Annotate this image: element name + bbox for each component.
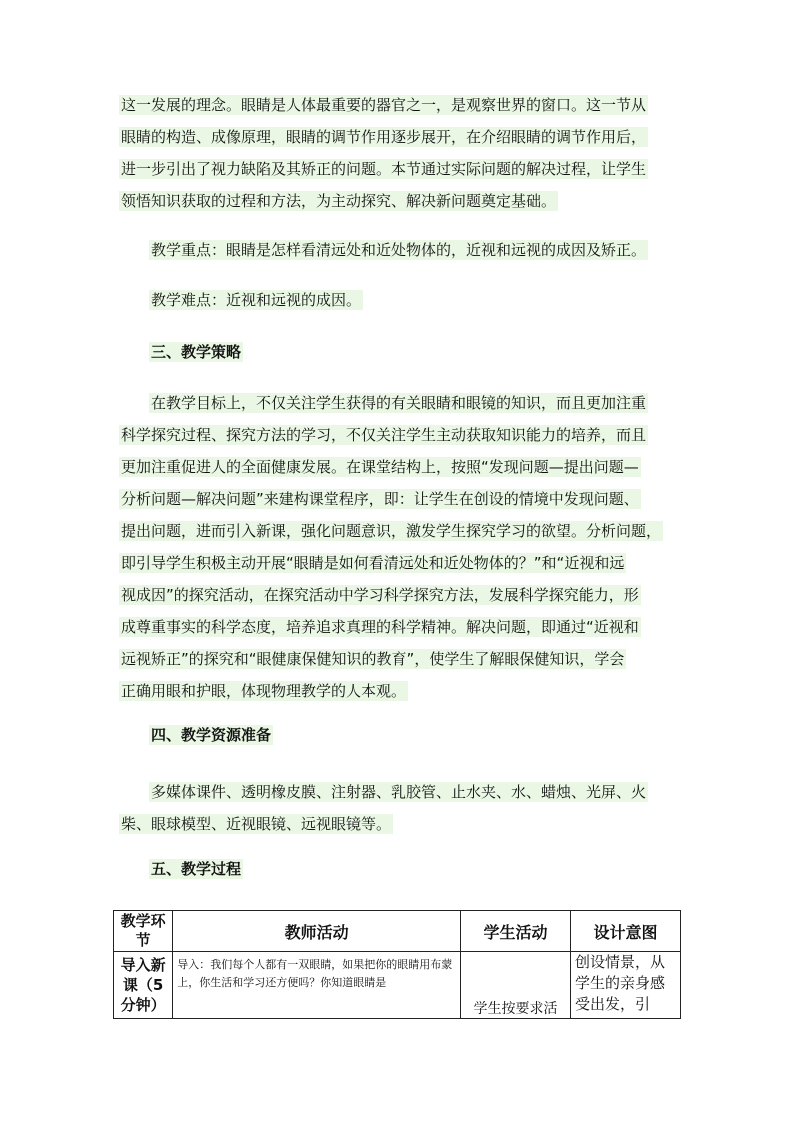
intro-paragraph [119,93,679,221]
resources-paragraph [119,780,679,844]
paragraph-line: 正确用眼和护眼，体现物理教学的人本观。 [121,682,407,700]
section-heading: 三、教学策略 [151,343,242,361]
paragraph-line: 成尊重事实的科学态度，培养追求真理的科学精神。解决问题，即通过“近视和 [121,618,639,636]
paragraph-line: 更加注重促进人的全面健康发展。在课堂结构上，按照“发现问题—提出问题— [121,458,639,476]
difficult-point-text: 教学难点：近视和远视的成因。 [151,291,362,309]
paragraph-line: 远视矫正”的探究和“眼健康保健知识的教育”，使学生了解眼保健知识，学会 [121,650,625,668]
paragraph-line: 这一发展的理念。眼睛是人体最重要的器官之一，是观察世界的窗口。这一节从 [121,96,647,114]
paragraph-line: 即引导学生积极主动开展“眼睛是如何看清远处和近处物体的？”和“近视和远 [121,554,625,572]
header-stage: 教学环节 [114,911,173,952]
student-activity-cell: 学生按要求活 [460,952,570,1019]
header-teacher-activity: 教师活动 [173,911,461,952]
paragraph-line: 领悟知识获取的过程和方法，为主动探究、解决新问题奠定基础。 [121,192,557,210]
section-5-heading [119,857,679,889]
strategy-paragraph [119,391,679,711]
teaching-process-table [113,910,681,1019]
paragraph-line: 分析问题—解决问题”来建构课堂程序，即：让学生在创设的情境中发现问题、 [121,490,639,508]
section-3-heading [119,340,679,372]
design-intent-cell: 创设情景，从学生的亲身感受出发，引 [570,952,680,1019]
paragraph-line: 多媒体课件、透明橡皮膜、注射器、乳胶管、止水夹、水、蜡烛、光屏、火 [151,783,647,801]
key-point [119,238,679,270]
header-design-intent: 设计意图 [570,911,680,952]
paragraph-line: 眼睛的构造、成像原理，眼睛的调节作用逐步展开，在介绍眼睛的调节作用后， [121,128,647,146]
paragraph-line: 在教学目标上，不仅关注学生获得的有关眼睛和眼镜的知识，而且更加注重 [151,394,647,412]
header-student-activity: 学生活动 [460,911,570,952]
paragraph-line: 科学探究过程、探究方法的学习，不仅关注学生主动获取知识能力的培养，而且 [121,426,647,444]
paragraph-line: 视成因”的探究活动，在探究活动中学习科学探究方法，发展科学探究能力，形 [121,586,639,604]
paragraph-line: 进一步引出了视力缺陷及其矫正的问题。本节通过实际问题的解决过程，让学生 [121,160,647,178]
section-4-heading [119,723,679,755]
table-row [114,952,681,1019]
table-header-row [114,911,681,952]
section-heading: 四、教学资源准备 [151,726,272,744]
section-heading: 五、教学过程 [151,860,242,878]
key-point-text: 教学重点：眼睛是怎样看清远处和近处物体的，近视和远视的成因及矫正。 [151,241,647,259]
stage-cell: 导入新课（5分钟） [114,952,173,1019]
teacher-activity-cell: 导入：我们每个人都有一双眼睛，如果把你的眼睛用布蒙上，你生活和学习还方便吗？你知道眼睛是 [173,952,461,1019]
paragraph-line: 提出问题，进而引入新课，强化问题意识，激发学生探究学习的欲望。分析问题， [121,522,662,540]
difficult-point [119,288,679,320]
paragraph-line: 柴、眼球模型、近视眼镜、远视眼镜等。 [121,815,392,833]
